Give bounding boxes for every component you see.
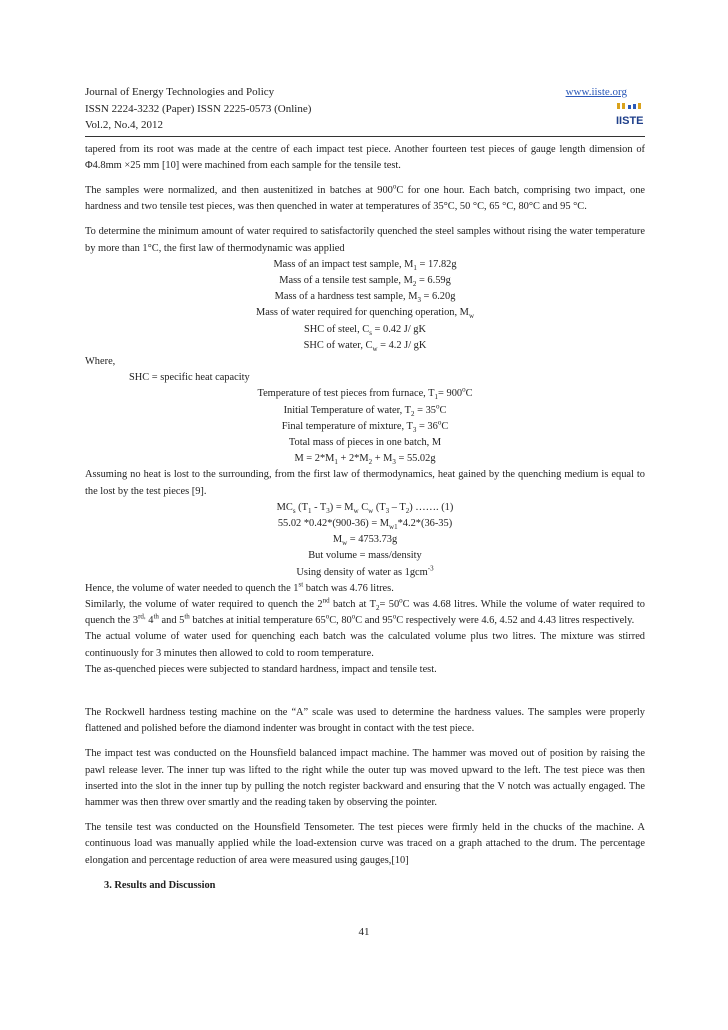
header-rule: [85, 136, 645, 137]
paragraph-3: To determine the minimum amount of water required to satisfactorily quenched the steel samples without rising the water temperature by more than 1°C, the first law of thermodynamic was applied: [85, 226, 645, 254]
mass-hardness: Mass of a hardness test sample, $M_3 = 6.20g$: [274, 291, 456, 305]
paragraph-2: The samples were normalized, and then austenitized in batches at 900$^o$C for one hour. Each batch, comprising two impact, one hardness and two tensile test pieces, was then quenched in water at temperatures of 35°C, 50 °C, 65 °C, 80°C and 95 °C.: [85, 182, 646, 213]
shc-steel: SHC of steel, $C_s = 0.42$ J/ gK: [303, 323, 427, 337]
total-mass: Total mass of pieces in one batch, M: [288, 436, 442, 448]
mass-impact: Mass of an impact test sample, $M_1 = 17.82g$: [273, 258, 457, 272]
mass-equation: $M = 2*M_1 + 2*M_2 + M_3 = 55.02g$: [294, 453, 436, 467]
journal-url-link[interactable]: www.iiste.org: [565, 86, 627, 98]
equation-4: But volume = mass/density: [308, 550, 422, 562]
page-number: 41: [358, 926, 370, 938]
paragraph-8: The as-quenched pieces were subjected to standard hardness, impact and tensile test.: [85, 663, 437, 675]
temp-furnace: Temperature of test pieces from furnace, $T_1= 900^oC$: [257, 385, 473, 402]
shc-water: SHC of water, $C_w = 4.2$ J/ gK: [303, 339, 427, 353]
paragraph-11: The tensile test was conducted on the Hounsfield Tensometer. The test pieces were firmly held in the chucks of the machine. A continuous load was manually applied while the load-extension curve was traced on a graph attached to the drum. The percentage elongation and percentage reduction of area were measured using gauges,[10]: [85, 822, 645, 866]
running-header: [85, 84, 645, 134]
volume-line: Vol.2, No.4, 2012: [85, 119, 164, 131]
issn-line: ISSN 2224-3232 (Paper) ISSN 2225-0573 (Online): [85, 102, 312, 115]
shc-definition: SHC = specific heat capacity: [129, 372, 250, 384]
temp-water: Initial Temperature of water, $T_2 = 35^oC$: [283, 402, 447, 418]
equation-2: 55.02 $*0.42*(900-36) = M_{w1}*4.2*(36-35)$: [277, 517, 453, 532]
paragraph-4: Assuming no heat is lost to the surrounding, from the first law of thermodynamics, heat gained by the quenching medium is equal to the lost by the test pieces [9].: [85, 469, 645, 497]
paragraph-9: The Rockwell hardness testing machine on the “A” scale was used to determine the hardness values. The samples were properly flattened and polished before the diamond indenter was brought in contact with the test piece.: [85, 707, 645, 735]
mass-tensile: Mass of a tensile test sample, $M_2 = 6.59g$: [279, 274, 451, 288]
equation-3: $M_w = 4753.73g$: [332, 534, 398, 548]
equation-1: $MC_s$ $(T_1 - T_3) = M_w$ $C_w$ $(T_3 - T_2)$ ……. (1): [276, 501, 454, 515]
temp-mixture: Final temperature of mixture, $T_3 = 36^oC$: [281, 418, 449, 434]
paragraph-1: tapered from its root was made at the centre of each impact test piece. Another fourteen test pieces of gauge length dimension of Φ4.8mm ×25 mm [10] were machined from each sample for the tensile test.: [85, 143, 645, 171]
page: [85, 84, 645, 894]
iiste-logo: [615, 102, 645, 128]
paragraph-5: Hence, the volume of water needed to quench the 1st batch was 4.76 litres.: [85, 580, 394, 594]
journal-title: Journal of Energy Technologies and Policy: [85, 86, 275, 98]
paragraph-6: Similarly, the volume of water required to quench the 2nd batch at $T_2= 50^oC$ was 4.68 litres. While the volume of water required to quench the $3^{rd,}$ 4th and 5th batches at initial temperature 65$^o$C, 80$^o$C and 95$^o$C respectively were 4.6, 4.52 and 4.43 litres respectively.: [85, 596, 645, 627]
paragraph-7: The actual volume of water used for quenching each batch was the calculated volume plus two litres. The mixture was stirred continuously for 3 minutes then allowed to cold to room temperature.: [85, 631, 645, 659]
mass-water: Mass of water required for quenching operation, $M_w$: [255, 307, 474, 321]
logo-text: IISTE: [616, 115, 644, 127]
equation-5: Using density of water as 1gcm$^{-3}$: [296, 564, 434, 578]
section-heading: 3. Results and Discussion: [104, 879, 216, 891]
paragraph-10: The impact test was conducted on the Hounsfield balanced impact machine. The hammer was moved out of position by raising the pawl release lever. The inner tup was lifted to the right while the outer tup was moved upward to the left. The test piece was then inserted into the slot in the inner tup by pulling the notch register backward and ensuring that the V notch was actually engaged. The hammer was then threw over smartly and the reading taken by observing the pointer.: [85, 748, 645, 809]
where-label: Where,: [85, 355, 116, 367]
